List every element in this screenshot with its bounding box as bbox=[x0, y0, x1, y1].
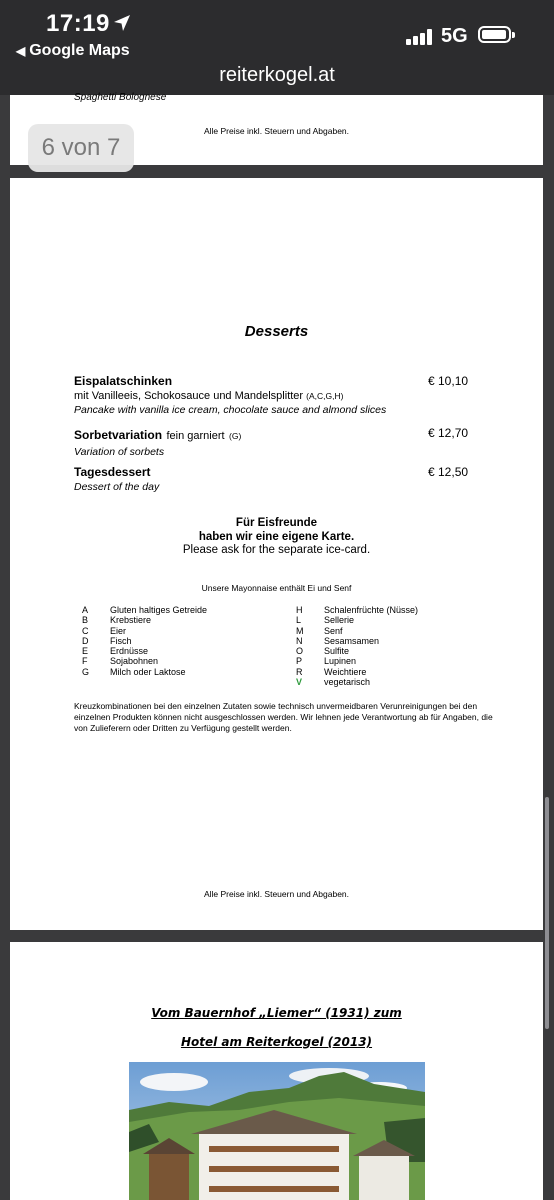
allergen-row: L Sellerie bbox=[296, 615, 355, 626]
menu-item bbox=[74, 374, 386, 416]
dish-name: Sorbetvariation bbox=[74, 428, 163, 442]
location-arrow-icon bbox=[112, 13, 132, 33]
battery-icon bbox=[478, 26, 511, 43]
allergen-codes: (A,C,G,H) bbox=[306, 391, 344, 401]
allergen-row: F Sojabohnen bbox=[82, 656, 159, 667]
page-indicator: 6 von 7 bbox=[28, 124, 134, 172]
allergen-row: N Sesamsamen bbox=[296, 635, 380, 646]
dish-name: Tagesdessert bbox=[74, 465, 151, 479]
clock: 17:19 bbox=[46, 10, 110, 37]
allergen-disclaimer: Kreuzkombinationen bei den einzelnen Zutaten sowie technisch unvermeidbaren Verunreinigungen bei den einzelnen Produkten können nicht ausgeschlossen werden. Wir lehnen jede Verantwortung ab für Angaben, die von Zulieferern oder Dritten zu Verfügung gestellt werden. bbox=[74, 701, 493, 733]
allergen-row: C Eier bbox=[82, 625, 127, 636]
dish-price: € 12,50 bbox=[428, 465, 469, 479]
dish-english: Variation of sorbets bbox=[74, 446, 165, 458]
history-heading-line: Vom Bauernhof „Liemer“ (1931) zum bbox=[151, 1006, 402, 1020]
cut-off-dish: Spaghetti Bolognese bbox=[74, 92, 167, 103]
page-footer-note: Alle Preise inkl. Steuern und Abgaben. bbox=[203, 889, 350, 899]
menu-section-title: Desserts bbox=[244, 323, 309, 340]
dish-description: mit Vanilleeis, Schokosauce und Mandelsplitter (A,C,G,H) bbox=[74, 390, 344, 402]
back-app-label: Google Maps bbox=[29, 42, 130, 59]
history-heading-line: Hotel am Reiterkogel (2013) bbox=[180, 1035, 373, 1049]
dish-english: Pancake with vanilla ice cream, chocolate sauce and almond slices bbox=[74, 404, 387, 416]
ice-note-line: Für Eisfreunde bbox=[235, 517, 318, 529]
mayonnaise-note: Unsere Mayonnaise enthält Ei und Senf bbox=[201, 583, 352, 593]
allergen-legend-right bbox=[296, 605, 418, 687]
menu-item bbox=[74, 465, 159, 493]
allergen-row: G Milch oder Laktose bbox=[82, 666, 186, 677]
dish-price: € 12,70 bbox=[428, 426, 469, 440]
pdf-page-6 bbox=[10, 178, 543, 930]
dish-price: € 10,10 bbox=[428, 374, 469, 388]
allergen-row: R Weichtiere bbox=[296, 666, 367, 677]
dish-heading bbox=[74, 426, 241, 444]
network-type: 5G bbox=[441, 25, 468, 47]
allergen-row: D Fisch bbox=[82, 635, 132, 646]
scrollbar[interactable] bbox=[545, 797, 549, 1029]
status-bar bbox=[0, 0, 554, 95]
ice-note-line: haben wir eine eigene Karte. bbox=[198, 530, 355, 543]
vegetarian-icon: V bbox=[296, 677, 303, 688]
dish-name-suffix: fein garniert bbox=[166, 430, 225, 442]
allergen-row: M Senf bbox=[296, 625, 343, 636]
back-triangle-icon: ◀ bbox=[16, 44, 26, 58]
dish-english: Dessert of the day bbox=[74, 481, 160, 493]
allergen-row: O Sulfite bbox=[296, 646, 350, 657]
allergen-row: H Schalenfrüchte (Nüsse) bbox=[296, 605, 419, 615]
pdf-page-7 bbox=[10, 942, 543, 1200]
url-bar[interactable]: reiterkogel.at bbox=[219, 64, 335, 86]
signal-bars-icon bbox=[406, 27, 434, 45]
hotel-photo bbox=[129, 1062, 425, 1200]
allergen-row: A Gluten haltiges Getreide bbox=[82, 605, 208, 615]
allergen-legend-left bbox=[82, 605, 207, 677]
back-to-app-button[interactable] bbox=[16, 42, 130, 60]
page-footer-note: Alle Preise inkl. Steuern und Abgaben. bbox=[203, 126, 350, 136]
ice-card-note bbox=[10, 517, 543, 558]
menu-item bbox=[74, 426, 241, 458]
allergen-row-vegetarian: V vegetarisch bbox=[296, 677, 371, 688]
allergen-row: B Krebstiere bbox=[82, 615, 152, 626]
allergen-row: E Erdnüsse bbox=[82, 646, 149, 657]
allergen-codes: (G) bbox=[229, 431, 242, 441]
allergen-row: P Lupinen bbox=[296, 656, 357, 667]
dish-name: Eispalatschinken bbox=[74, 374, 173, 388]
ice-note-english: Please ask for the separate ice-card. bbox=[182, 544, 371, 556]
